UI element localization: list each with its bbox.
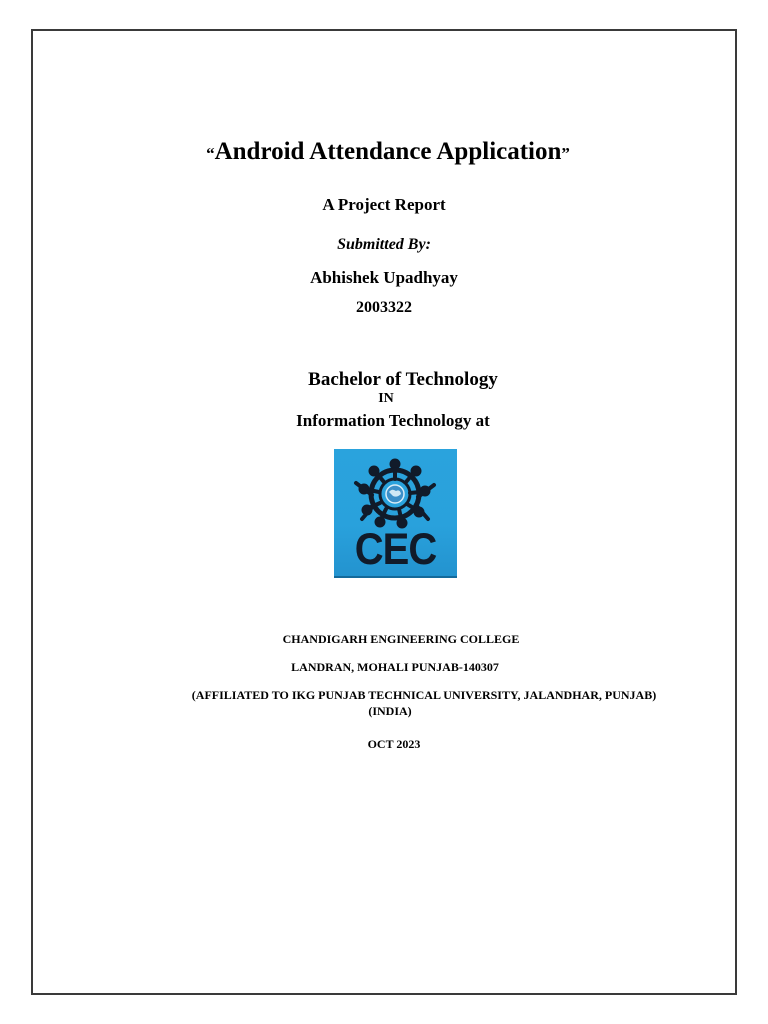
country-text: (INDIA) — [368, 704, 412, 718]
title-close-quote: ” — [561, 144, 570, 163]
logo-text: CEC — [354, 525, 437, 575]
author-name: Abhishek Upadhyay — [310, 268, 458, 287]
report-title — [4, 138, 768, 166]
college-address: LANDRAN, MOHALI PUNJAB-140307 — [291, 660, 499, 674]
roll-number: 2003322 — [356, 299, 412, 316]
submitted-by-label: Submitted By: — [337, 236, 431, 253]
report-date: OCT 2023 — [367, 737, 421, 751]
degree-name: Bachelor of Technology — [308, 369, 498, 390]
title-open-quote: “ — [206, 144, 215, 163]
degree-connector: IN — [378, 391, 394, 406]
branch-name: Information Technology at — [296, 411, 490, 430]
affiliation-text: (AFFILIATED TO IKG PUNJAB TECHNICAL UNIVERSITY, JALANDHAR, PUNJAB) — [191, 688, 657, 702]
report-subtitle: A Project Report — [322, 195, 446, 214]
college-name: CHANDIGARH ENGINEERING COLLEGE — [282, 632, 520, 646]
title-text: Android Attendance Application — [214, 138, 562, 165]
college-logo — [334, 449, 457, 578]
